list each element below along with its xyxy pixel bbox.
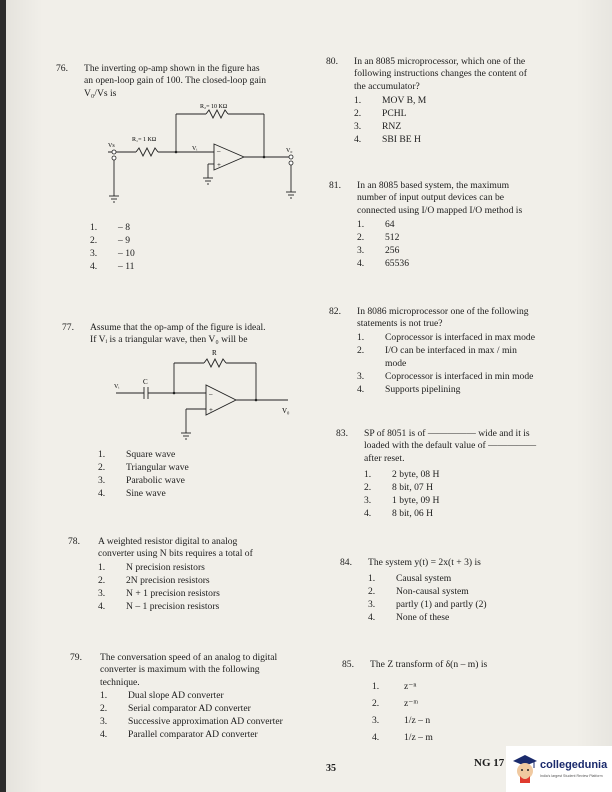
label-r: R [212,349,217,357]
option-2[interactable]: 2. PCHL [354,108,407,119]
question-stem: The Z transform of δ(n – m) is [370,659,488,670]
question-76-options [90,222,290,274]
question-number: 83. [336,428,348,439]
option-3[interactable]: 3. partly (1) and partly (2) [368,599,487,610]
question-stem: SP of 8051 is of ————— wide and it is loaded with the default value of ————— after reset. [364,428,537,464]
option-1[interactable]: 1. Dual slope AD converter [100,690,224,701]
question-number: 78. [68,536,80,547]
option-2[interactable]: 2. Serial comparator AD converter [100,703,251,714]
graduate-mascot-icon [512,753,538,785]
label-minus: – [217,147,221,155]
option-1[interactable]: 1. Square wave [98,449,176,460]
question-stem: In an 8085 microprocessor, which one of the following instructions changes the content of the accumulator? [354,56,527,92]
page-number: 35 [326,763,336,774]
option-2[interactable]: 2. 2N precision resistors [98,575,210,586]
question-number: 82. [329,306,341,317]
option-4[interactable]: 4. 8 bit, 06 H [364,508,434,519]
question-stem: A weighted resistor digital to analog converter using N bits requires a total of [98,536,253,560]
question-77-options [98,449,298,501]
logo-name: collegedunia [540,759,608,771]
option-2[interactable]: 2. Non-causal system [368,586,469,597]
option-2[interactable]: 2. Triangular wave [98,462,189,473]
option-3[interactable]: 3. RNZ [354,121,402,132]
option-2[interactable]: 2. 8 bit, 07 H [364,482,434,493]
option-1[interactable]: 1. Coprocessor is interfaced in max mode [357,332,535,343]
option-4[interactable]: 4. Parallel comparator AD converter [100,729,258,740]
option-1[interactable]: 1. N precision resistors [98,562,205,573]
option-4[interactable]: 4. SBI BE H [354,134,421,145]
option-3[interactable]: 3. Parabolic wave [98,475,185,486]
option-2[interactable]: 2. z⁻ᵐ [372,698,419,709]
option-1[interactable]: 1. z⁻ⁿ [372,681,417,692]
option-1[interactable]: 1. MOV B, M [354,95,427,106]
option-1[interactable]: 1. Causal system [368,573,452,584]
option-1[interactable]: 1. 2 byte, 08 H [364,469,440,480]
label-plus: + [217,161,221,169]
option-4[interactable]: 4. 65536 [357,258,409,269]
inverting-opamp-figure [96,100,311,205]
option-3[interactable]: 3. 1/z – n [372,715,431,726]
label-vs: Vs [108,143,115,149]
option-3[interactable]: 3. 256 [357,245,400,256]
option-3[interactable]: 3. Coprocessor is interfaced in min mode [357,371,534,382]
question-stem: In an 8085 based system, the maximum number of input output devices can be connected using I/O mapped I/O method is [357,180,523,216]
option-3[interactable]: 3. 1 byte, 09 H [364,495,440,506]
question-stem: In 8086 microprocessor one of the following statements is not true? [357,306,529,330]
option-4[interactable]: 4. Supports pipelining [357,384,461,395]
option-4[interactable]: 4. N – 1 precision resistors [98,601,220,612]
question-stem: The conversation speed of an analog to digital converter is maximum with the following technique. [100,652,278,688]
option-4[interactable]: 4. None of these [368,612,450,623]
option-4[interactable]: 4. – 11 [90,261,135,272]
option-3[interactable]: 3. – 10 [90,248,135,259]
question-number: 79. [70,652,82,663]
booklet-code: NG 17 [474,757,505,769]
option-2[interactable]: 2. 512 [357,232,400,243]
option-3[interactable]: 3. Successive approximation AD converter [100,716,283,727]
exam-page [6,0,612,792]
logo-tagline: India's largest Student Review Platform [540,774,603,778]
label-vi: Vᵢ [114,384,120,390]
option-1[interactable]: 1. 64 [357,219,395,230]
option-2[interactable]: 2. I/O can be interfaced in max / min [357,345,517,356]
option-4[interactable]: 4. 1/z – m [372,732,433,743]
collegedunia-watermark[interactable] [506,746,612,792]
option-4[interactable]: 4. Sine wave [98,488,166,499]
question-stem: Assume that the op-amp of the figure is ideal. If Vᵢ is a triangular wave, then V₀ will be [90,322,266,346]
option-2-continued: mode [385,358,407,369]
label-minus: – [209,390,213,398]
differentiator-figure [116,345,306,445]
label-vo: V₀ [282,407,290,415]
question-number: 84. [340,557,352,568]
label-vi: Vᵢ [192,146,198,152]
label-vo: V₀ [286,148,293,154]
label-plus: + [209,406,213,414]
question-stem: The system y(t) = 2x(t + 3) is [368,557,481,568]
question-number: 81. [329,180,341,191]
label-c: C [143,378,148,386]
question-stem: The inverting op-amp shown in the figure has an open-loop gain of 100. The closed-loop gain V₀/Vs is [84,63,267,99]
label-r2: R₂= 10 KΩ [200,104,228,110]
option-2[interactable]: 2. – 9 [90,235,130,246]
label-r1: R₁= 1 KΩ [132,137,157,143]
question-number: 85. [342,659,354,670]
question-number: 77. [62,322,74,333]
question-number: 80. [326,56,338,67]
option-3[interactable]: 3. N + 1 precision resistors [98,588,220,599]
question-number: 76. [56,63,68,74]
option-1[interactable]: 1. – 8 [90,222,130,233]
